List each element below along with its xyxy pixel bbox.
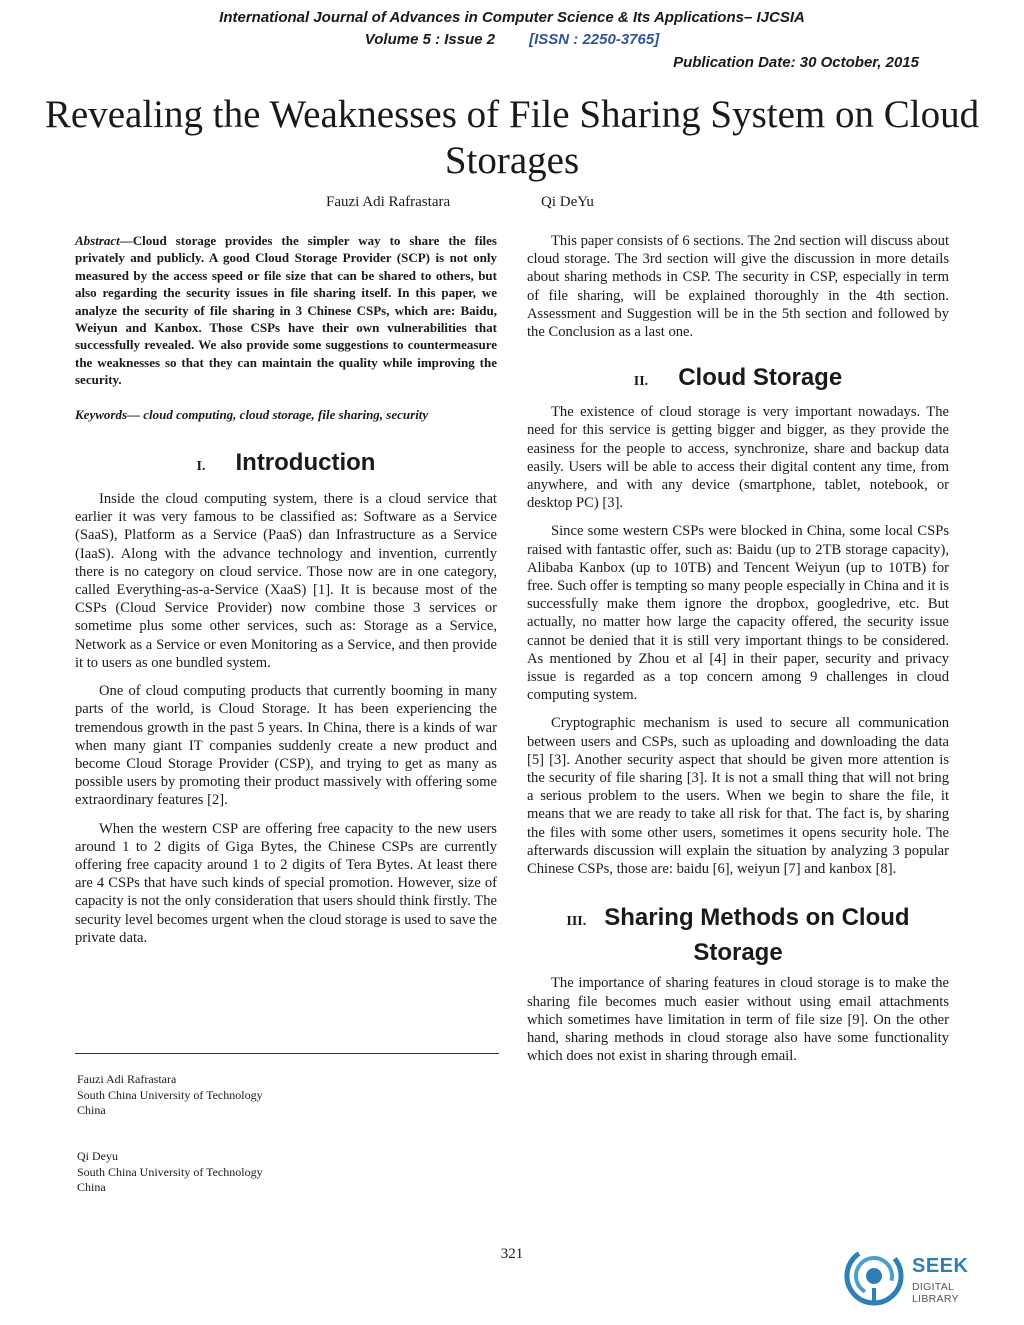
footnote-name: Qi Deyu	[77, 1149, 118, 1163]
seek-digital-library-logo	[842, 1244, 1002, 1310]
paragraph: Since some western CSPs were blocked in China, some local CSPs raised with fantastic offer, such as: Baidu (up to 2TB storage capacity), Alibaba Kanbox (up to 10TB) and Tencent Weiyun (up to 10TB) for free. Such offer is tempting so many people especially in China and it is successfully make them ignore the dropbox, googledrive, etc. But actually, no matter how large the capacity offered, the security issue cannot be denied that it is still very important things to be considered. As mentioned by Zhou et al [4] in their paper, security and privacy issue is regarded as a top concern among 9 challenges in cloud computing system.	[527, 523, 949, 704]
abstract-dash: —	[119, 233, 133, 248]
volume-issue-line	[0, 30, 1024, 50]
volume-issue: Volume 5 : Issue 2	[364, 31, 496, 48]
section-number: I.	[196, 459, 206, 475]
footnote-name: Fauzi Adi Rafrastara	[77, 1072, 177, 1086]
paragraph: Cryptographic mechanism is used to secure all communication between users and CSPs, such as uploading and downloading the data [5] [3]. Another security aspect that should be given more attention is the security of file sharing [3]. It is not a small thing that will not bring a serious problem to the users. When we begin to share the file, it means that we are ready to take all risk for that. The fact is, by sharing the files with some other users, sometimes it opens security hole. The afterwards discussion will explain the situation by analyzing 3 popular Chinese CSPs, those are: baidu [6], weiyun [7] and kanbox [8].	[527, 715, 949, 878]
right-column	[527, 232, 949, 1075]
paragraph: One of cloud computing products that currently booming in many parts of the world, is Cloud Storage. It has been experiencing the tremendous growth in the past 5 years. In China, there is a kinds of war when many giant IT companies suddenly create a new product and become Cloud Storage Provider (CSP), and trying to get as many as possible users by promoting their product massively with offering some extraordinary features [2].	[75, 683, 497, 809]
footnote-affiliation: South China University of Technology	[77, 1164, 263, 1179]
paragraph: When the western CSP are offering free capacity to the new users around 1 to 2 digits of Giga Bytes, the Chinese CSPs are currently offering free capacity around 1 to 2 digits of Tera Bytes. At least there are 4 CSPs that have such kinds of special promotion. However, size of capacity is not the only consideration that users should think firstly. The security level becomes urgent when the cloud storage is used to save the private data.	[75, 820, 498, 946]
paragraph: This paper consists of 6 sections. The 2nd section will discuss about cloud storage. The 3rd section will give the discussion in more details about sharing methods in CSP. The security in CSP, especially in term of file sharing, will be explained thoroughly in the 4th section. Assessment and Suggestion will be in the 5th section and followed by the Conclusion as a last one.	[527, 233, 949, 341]
author-affiliation-2	[77, 1149, 377, 1196]
section-heading-introduction	[75, 448, 497, 482]
page-number: 321	[500, 1246, 524, 1262]
footnote-affiliation: South China University of Technology	[77, 1087, 263, 1102]
section-title: Introduction	[235, 449, 376, 477]
footnote-country: China	[77, 1180, 106, 1195]
author-1: Fauzi Adi Rafrastara	[326, 194, 451, 210]
author-2: Qi DeYu	[541, 194, 594, 210]
journal-header: International Journal of Advances in Computer Science & Its Applications– IJCSIA	[219, 9, 805, 26]
footnote-country: China	[77, 1103, 106, 1118]
abstract-label: Abstract	[75, 233, 120, 248]
section-number: II.	[633, 374, 649, 390]
section-title-line1: Sharing Methods on Cloud	[604, 904, 910, 932]
section-number: III.	[566, 914, 587, 930]
section-title: Cloud Storage	[678, 364, 843, 392]
keywords: Keywords— cloud computing, cloud storage, file sharing, security	[75, 406, 429, 422]
publication-date: Publication Date: 30 October, 2015	[673, 54, 919, 71]
section-title-line2: Storage	[693, 939, 783, 967]
abstract-text: Cloud storage provides the simpler way to share the files privately and publicly. A good Cloud Storage Provider (SCP) is not only measured by the access speed or file size that can be shared to others, but also regarding the security issues in file sharing itself. In this paper, we analyze the security of file sharing in 3 Chinese CSPs, which are: Baidu, Weiyun and Kanbox. Those CSPs have their own vulnerabilities that successfully revealed. We also provide some suggestions to countermeasure the weaknesses so that they can maintain the quality while improving the security.	[75, 233, 497, 388]
left-column	[75, 232, 497, 957]
abstract	[75, 232, 497, 389]
logo-text-digital-library: DIGITAL LIBRARY	[912, 1281, 959, 1305]
issn: [ISSN : 2250-3765]	[529, 31, 660, 48]
paragraph: Inside the cloud computing system, there is a cloud service that earlier it was very famous to be classified as: Software as a Service (SaaS), Platform as a Service (PaaS) dan Infrastructure as a Service (IaaS). Along with the advance technology and invention, currently there is no category on cloud service. Those now are in one category, called Everything-as-a-Service (XaaS) [1]. It is because most of the CSPs (Cloud Service Provider) now combine those 3 services or sometime plus some other services, such as: Storage as a Service, Network as a Service or even Monitoring as a Service, and then provide it to users as one bundled system.	[75, 491, 497, 671]
footnote-divider	[75, 1053, 499, 1054]
seek-logo-icon	[842, 1244, 906, 1308]
paragraph: The importance of sharing features in cloud storage is to make the sharing file becomes much easier without using email attachments which sometimes have limitation in term of file size [9]. On the other hand, sharing methods in cloud storage also have some functionality which does not exist in sharing through email.	[527, 975, 949, 1065]
section-heading-cloud-storage	[527, 363, 949, 397]
author-affiliation-1	[77, 1072, 377, 1119]
logo-text-seek: SEEK	[912, 1255, 969, 1277]
section-heading-sharing-methods	[527, 902, 949, 968]
paper-title: Revealing the Weaknesses of File Sharing System on Cloud Storages	[44, 93, 980, 182]
paragraph: The existence of cloud storage is very important nowadays. The need for this service is getting bigger and bigger, as they provide the easiness for the people to access, synchronize, share and backup data easily. Users will be able to access their digital content any time, from anywhere, and with any device (smartphone, tablet, notebook, or desktop PC) [3].	[527, 404, 949, 512]
